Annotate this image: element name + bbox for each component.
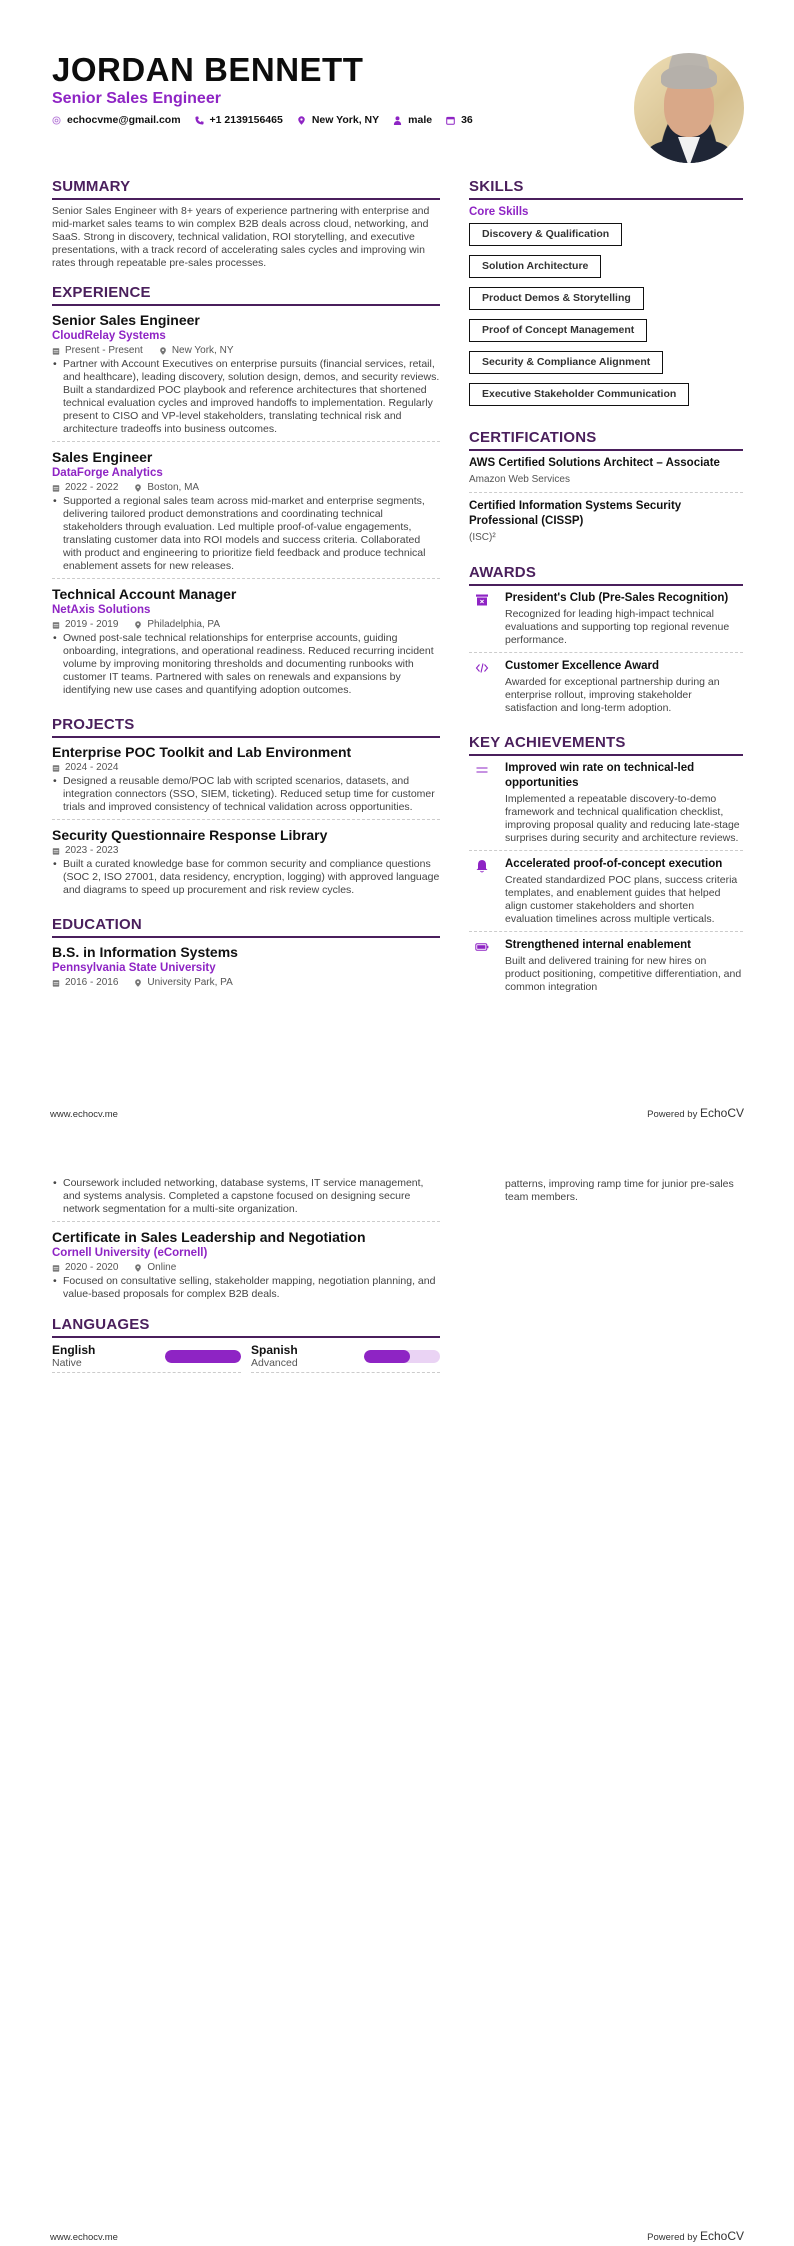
languages-section [52,1316,440,1373]
contact-age: 36 [446,114,473,126]
degree-title: Certificate in Sales Leadership and Negotiation [52,1229,366,1245]
contact-gender: male [393,114,432,126]
school-name: Cornell University (eCornell) [52,1247,208,1259]
award-description: Awarded for exceptional partnership during an enterprise rollout, improving stakeholder satisfaction and long-term adoption. [505,676,720,714]
location-pin-icon [134,1264,142,1272]
education-bullet: • Coursework included networking, database systems, IT service management, and systems analysis. Completed a capstone focused on designing secure network segmentation for a multi-site organization. [52,1177,440,1216]
achievement-description: Implemented a repeatable discovery-to-demo framework and technical qualification checklist, improving proposal quality and reducing late-stage surprises during security and architecture reviews. [505,793,740,844]
achievement-description-continued: patterns, improving ramp time for junior pre-sales team members. [505,1178,734,1203]
award-description: Recognized for leading high-impact technical evaluations and supporting top regional revenue performance. [505,608,730,646]
degree-title: B.S. in Information Systems [52,944,238,960]
brand-logo[interactable]: EchoCV [699,1106,744,1120]
section-heading: PROJECTS [52,716,440,738]
calendar-icon [52,1264,60,1272]
company-name: CloudRelay Systems [52,330,166,342]
code-icon [475,661,489,675]
location-pin-icon [134,621,142,629]
certification-entry [469,499,743,550]
company-name: NetAxis Solutions [52,604,151,616]
certification-entry [469,456,743,493]
award-title: Customer Excellence Award [505,660,660,672]
language-proficiency-bar [165,1350,241,1363]
section-heading: KEY ACHIEVEMENTS [469,734,743,756]
battery-icon [475,940,489,954]
calendar-icon [52,347,60,355]
achievement-title: Accelerated proof-of-concept execution [505,858,723,870]
section-heading: LANGUAGES [52,1316,440,1338]
page-footer [50,2229,744,2243]
right-column [469,1176,743,1204]
calendar-icon [52,484,60,492]
entry-meta: 2020 - 2020 Online [52,1261,440,1274]
project-bullet: • Designed a reusable demo/POC lab with scripted scenarios, datasets, and integration connectors (SSO, SIEM, ticketing). Reduced setup time for customer trials and improved consistency of technical validation across opportunities. [52,775,440,814]
candidate-title: Senior Sales Engineer [52,90,221,107]
project-bullet: • Built a curated knowledge base for common security and compliance questions (SOC 2, ISO 27001, data residency, encryption, logging) with approved language and diagrams to speed up procurement and risk review cycles. [52,858,440,897]
location-pin-icon [297,116,306,125]
entry-meta: Present - Present New York, NY [52,344,440,357]
calendar-icon [52,764,60,772]
footer-powered-by: Powered by EchoCV [647,2229,744,2243]
right-column [469,178,743,1013]
education-section [52,916,440,989]
language-name: English [52,1343,96,1357]
job-title: Technical Account Manager [52,586,237,602]
phone-icon [195,116,204,125]
entry-meta: 2022 - 2022 Boston, MA [52,481,440,494]
experience-bullet: • Partner with Account Executives on enterprise pursuits (financial services, retail, and healthcare), leading discovery, solution design, demos, and security reviews. Built a standardized POC playbook and reference architectures that shortened technical evaluation cycles and improved handoffs to implementation. Regularly present to CISO and VP-level stakeholders, translating technical risk and architecture tradeoffs into business outcomes. [52,358,440,436]
achievement-description: Built and delivered training for new hires on product positioning, competitive differentiation, and common integration [505,955,742,993]
languages-list [52,1343,440,1373]
project-entry [52,826,440,902]
project-title: Security Questionnaire Response Library [52,827,328,843]
job-title: Senior Sales Engineer [52,312,200,328]
awards-section [469,564,743,720]
skill-tag: Proof of Concept Management [469,319,647,342]
resume-page-2 [0,1123,794,2246]
location-pin-icon [134,484,142,492]
contact-row [52,114,632,126]
resume-header [52,52,632,126]
skill-tag: Product Demos & Storytelling [469,287,644,310]
equals-icon [475,763,489,777]
language-level: Advanced [251,1357,298,1369]
section-heading: CERTIFICATIONS [469,429,743,451]
section-heading: AWARDS [469,564,743,586]
brand-logo[interactable]: EchoCV [699,2229,744,2243]
at-icon [52,116,61,125]
calendar-icon [52,621,60,629]
entry-meta: 2019 - 2019 Philadelphia, PA [52,618,440,631]
achievement-description: Created standardized POC plans, success criteria templates, and enablement guides that helped align customer stakeholders and shorten evaluation timelines across multiple verticals. [505,874,738,925]
achievement-title: Improved win rate on technical-led opportunities [505,762,695,789]
left-column [52,1176,440,1387]
language-proficiency-bar [364,1350,440,1363]
person-icon [393,116,402,125]
experience-bullet: • Supported a regional sales team across mid-market and enterprise segments, delivering tailored product demonstrations and coordinating technical stakeholders through evaluation. Led multiple proof-of-value engagements, translating customer data into ROI models and success criteria. Collaborated with product and engineering to prioritize field feedback and produce technical enablement assets for new releases. [52,495,440,573]
achievements-section [469,734,743,999]
skill-tag: Solution Architecture [469,255,601,278]
section-heading: SUMMARY [52,178,440,200]
certification-issuer: (ISC)² [469,532,496,543]
experience-entry [52,585,440,702]
footer-powered-by: Powered by EchoCV [647,1106,744,1120]
language-item [251,1343,440,1373]
achievement-entry [469,761,743,851]
bell-icon [475,859,489,873]
entry-meta: 2016 - 2016 University Park, PA [52,976,440,989]
experience-bullet: • Owned post-sale technical relationships for enterprise accounts, guiding onboarding, integrations, and operational readiness. Reduced recurring incident volume by improving monitoring thresholds and documenting runbooks with customer IT teams. Partnered with sales on renewals and expansions by identifying new use cases and quantifying adoption outcomes. [52,632,440,697]
summary-section [52,178,440,270]
skills-list [469,223,743,415]
contact-location: New York, NY [297,114,379,126]
award-title: President's Club (Pre-Sales Recognition) [505,592,729,604]
left-column [52,178,440,1003]
job-title: Sales Engineer [52,449,153,465]
calendar-icon [446,116,455,125]
project-entry [52,743,440,820]
profile-photo [634,53,744,163]
experience-entry [52,448,440,579]
certifications-section [469,429,743,550]
section-heading: EXPERIENCE [52,284,440,306]
skill-tag: Discovery & Qualification [469,223,622,246]
achievement-entry [469,938,743,999]
language-level: Native [52,1357,82,1369]
certification-name: Certified Information Systems Security Professional (CISSP) [469,500,682,527]
education-entry-continued [52,1177,440,1222]
candidate-name: JORDAN BENNETT [52,51,364,88]
language-name: Spanish [251,1343,298,1357]
education-entry [52,1228,440,1306]
calendar-icon [52,847,60,855]
experience-section [52,284,440,702]
location-pin-icon [134,979,142,987]
section-heading: EDUCATION [52,916,440,938]
project-title: Enterprise POC Toolkit and Lab Environment [52,744,352,760]
achievement-title: Strengthened internal enablement [505,939,691,951]
skills-subheading: Core Skills [469,206,529,218]
certification-issuer: Amazon Web Services [469,474,570,485]
award-entry [469,659,743,720]
page-footer [50,1106,744,1120]
calendar-icon [52,979,60,987]
footer-website-link[interactable]: www.echocv.me [50,2232,118,2243]
location-pin-icon [159,347,167,355]
skill-tag: Executive Stakeholder Communication [469,383,689,406]
skill-tag: Security & Compliance Alignment [469,351,663,374]
section-heading: SKILLS [469,178,743,200]
company-name: DataForge Analytics [52,467,163,479]
language-item [52,1343,241,1373]
achievement-entry [469,857,743,932]
certification-name: AWS Certified Solutions Architect – Associate [469,457,720,469]
education-bullet: • Focused on consultative selling, stakeholder mapping, negotiation planning, and value-based proposals for complex B2B deals. [52,1275,440,1301]
education-entry [52,943,440,989]
skills-section [469,178,743,415]
school-name: Pennsylvania State University [52,962,216,974]
experience-entry [52,311,440,442]
entry-meta: 2024 - 2024 [52,761,440,774]
footer-website-link[interactable]: www.echocv.me [50,1109,118,1120]
summary-text: Senior Sales Engineer with 8+ years of experience partnering with enterprise and mid-market sales teams to win complex B2B deals across cloud, networking, and SaaS. Strong in discovery, technical validation, ROI storytelling, and executive presentations, with a track record of accelerating sales cycles and improving win rates through repeatable pre-sales processes. [52,205,430,269]
projects-section [52,716,440,902]
archive-box-icon [475,593,489,607]
contact-phone[interactable]: +1 2139156465 [195,114,283,126]
award-entry [469,591,743,653]
contact-email[interactable]: echocvme@gmail.com [52,114,181,126]
entry-meta: 2023 - 2023 [52,844,440,857]
